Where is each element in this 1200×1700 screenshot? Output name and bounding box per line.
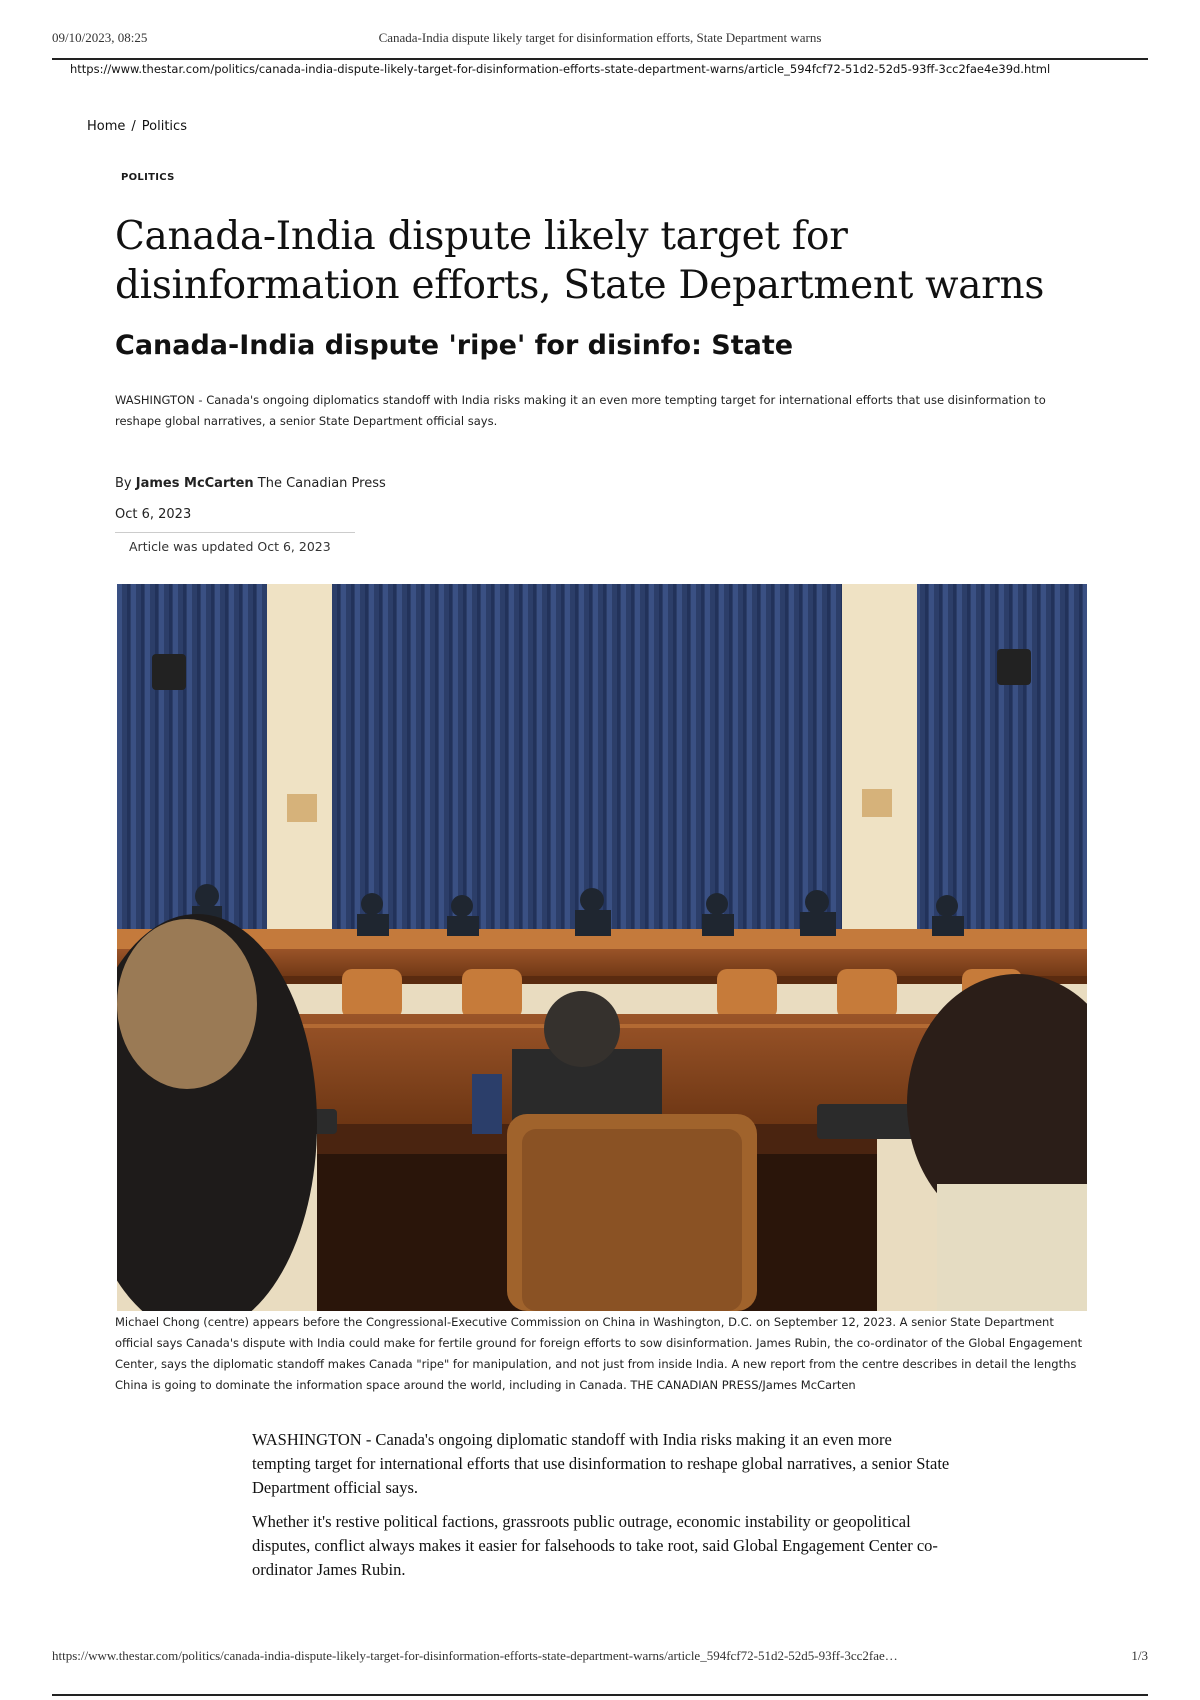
article-body	[252, 1428, 952, 1592]
photo-caption: Michael Chong (centre) appears before the Congressional-Executive Commission on China in Washington, D.C. on September 12, 2023. A senior State Department official says Canada's dispute with India could make for fertile ground for foreign efforts to sow disinformation. James Rubin, the co-ordinator of the Global Engagement Center, says the diplomatic standoff makes Canada "ripe" for manipulation, and not just from inside India. A new report from the centre describes in detail the lengths China is going to dominate the information space around the world, including in Canada. THE CANADIAN PRESS/James McCarten	[115, 1315, 1083, 1392]
publish-date: Oct 6, 2023	[115, 507, 192, 522]
page-number: 1/3	[1131, 1648, 1148, 1663]
breadcrumb-politics-link[interactable]: Politics	[141, 119, 187, 134]
hearing-room-illustration	[117, 584, 1087, 1311]
breadcrumb-home-link[interactable]: Home	[87, 119, 126, 134]
body-paragraph: Whether it's restive political factions, grassroots public outrage, economic instability or geopolitical disputes, conflict always makes it easier for falsehoods to take root, said Global Engagement Center co-ordinator James Rubin.	[252, 1512, 938, 1579]
breadcrumb	[87, 119, 187, 134]
article-subhead: Canada-India dispute 'ripe' for disinfo: State	[115, 330, 794, 361]
section-tag[interactable]: POLITICS	[121, 172, 175, 183]
article-photo	[117, 584, 1087, 1311]
headline-line-2: disinformation efforts, State Department warns	[115, 263, 1045, 308]
bottom-rule	[52, 1694, 1148, 1696]
byline	[115, 476, 386, 491]
print-date: 09/10/2023, 08:25	[52, 30, 148, 45]
byline-prefix: By	[115, 476, 132, 491]
byline-outlet: The Canadian Press	[257, 476, 386, 491]
byline-author[interactable]: James McCarten	[135, 476, 254, 491]
article-headline	[115, 212, 1095, 310]
headline-line-1: Canada-India dispute likely target for	[115, 214, 848, 259]
breadcrumb-separator: /	[131, 119, 136, 134]
article-dek: WASHINGTON - Canada's ongoing diplomatics standoff with India risks making it an even more tempting target for international efforts that use disinformation to reshape global narratives, a senior State Department official says.	[115, 393, 1046, 428]
print-header	[52, 28, 1148, 60]
footer-url: https://www.thestar.com/politics/canada-india-dispute-likely-target-for-disinformation-efforts-state-department-warns/article_594fcf72-51d2-52d5-93ff-3cc2fae…	[52, 1648, 898, 1663]
updated-notice: Article was updated Oct 6, 2023	[115, 532, 355, 554]
article-url[interactable]: https://www.thestar.com/politics/canada-india-dispute-likely-target-for-disinformation-efforts-state-department-warns/article_594fcf72-51d2-52d5-93ff-3cc2fae4e39d.html	[70, 62, 1051, 76]
body-paragraph: WASHINGTON - Canada's ongoing diplomatic standoff with India risks making it an even more tempting target for international efforts that use disinformation to reshape global narratives, a senior State Department official says.	[252, 1430, 950, 1497]
print-title: Canada-India dispute likely target for disinformation efforts, State Department warns	[378, 30, 822, 45]
